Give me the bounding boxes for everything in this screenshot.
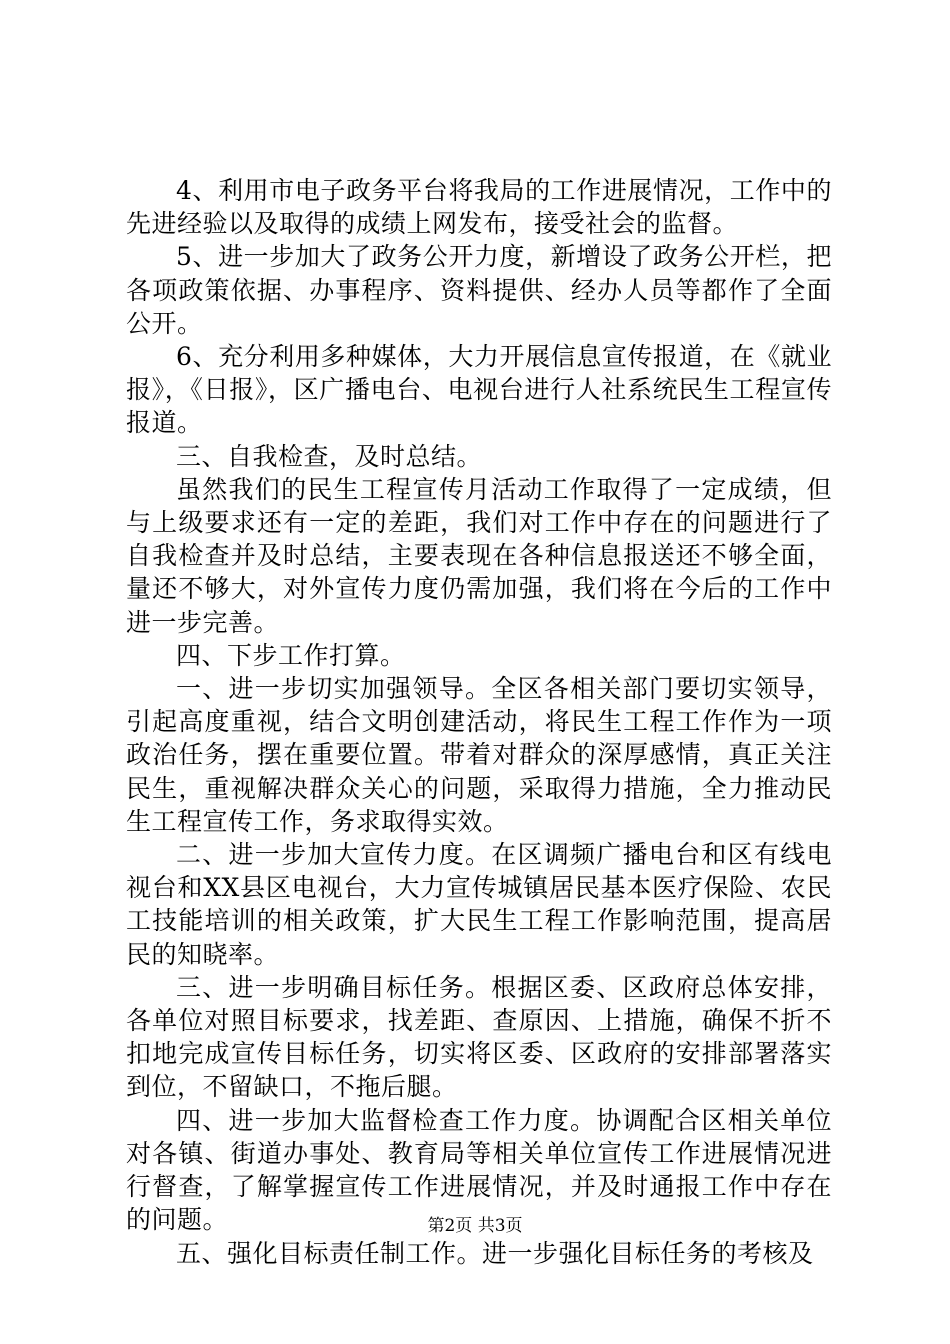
section-heading-next-steps: 四、下步工作打算。: [176, 640, 406, 670]
section-heading-self-check: 三、自我检查，及时总结。: [176, 441, 483, 471]
paragraph-step-5: 五、强化目标责任制工作。进一步强化目标任务的考核及: [176, 1238, 814, 1268]
page-number-footer: 第2页 共3页: [427, 1216, 523, 1236]
paragraph-self-check: 虽然我们的民生工程宣传月活动工作取得了一定成绩，但与上级要求还有一定的差距，我们对工作中存在的问题进行了自我检查并及时总结，主要表现在各种信息报送还不够全面，量还不够大，对外宣传力度仍需加强，我们将在今后的工作中进一步完善。: [126, 474, 832, 637]
paragraph-item-4: 4、利用市电子政务平台将我局的工作进展情况，工作中的先进经验以及取得的成绩上网发布，接受社会的监督。: [126, 176, 832, 239]
paragraph-step-3: 三、进一步明确目标任务。根据区委、区政府总体安排，各单位对照目标要求，找差距、查原因、上措施，确保不折不扣地完成宣传目标任务，切实将区委、区政府的安排部署落实到位，不留缺口，不拖后腿。: [126, 972, 832, 1102]
paragraph-step-1: 一、进一步切实加强领导。全区各相关部门要切实领导，引起高度重视，结合文明创建活动，将民生工程工作作为一项政治任务，摆在重要位置。带着对群众的深厚感情，真正关注民生，重视解决群众关心的问题，采取得力措施，全力推动民生工程宣传工作，务求取得实效。: [126, 674, 832, 836]
paragraph-step-2: 二、进一步加大宣传力度。在区调频广播电台和区有线电视台和XX县区电视台，大力宣传城镇居民基本医疗保险、农民工技能培训的相关政策，扩大民生工程工作影响范围，提高居民的知晓率。: [126, 840, 832, 969]
paragraph-step-4: 四、进一步加大监督检查工作力度。协调配合区相关单位对各镇、街道办事处、教育局等相关单位宣传工作进展情况进行督查，了解掌握宣传工作进展情况，并及时通报工作中存在的问题。: [126, 1105, 832, 1235]
paragraph-item-6: 6、充分利用多种媒体，大力开展信息宣传报道，在《就业报》，《日报》，区广播电台、电视台进行人社系统民生工程宣传报道。: [126, 342, 832, 438]
document-body: [126, 174, 832, 1270]
paragraph-item-5: 5、进一步加大了政务公开力度，新增设了政务公开栏，把各项政策依据、办事程序、资料提供、经办人员等都作了全面公开。: [126, 242, 832, 338]
